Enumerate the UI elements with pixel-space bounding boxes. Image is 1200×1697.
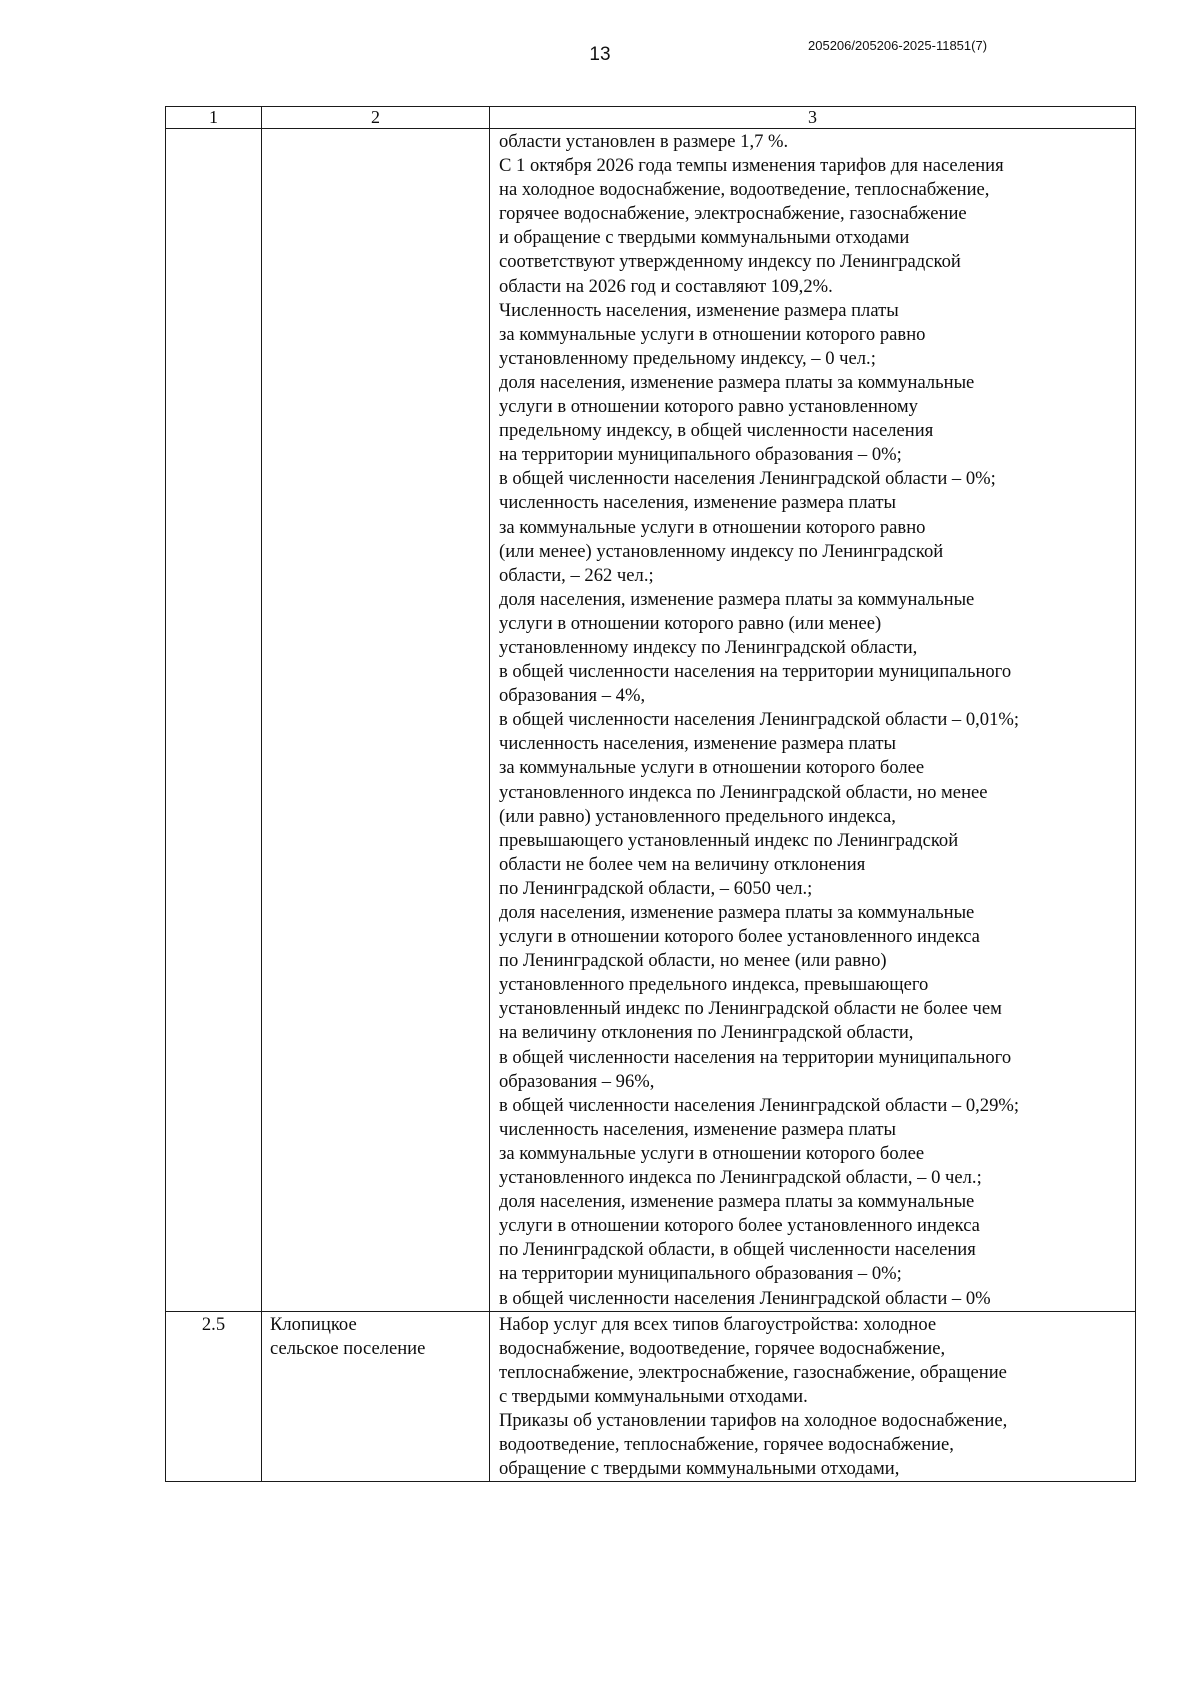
table-row-continuation [166, 129, 1136, 1312]
text-line: установленный индекс по Ленинградской области не более чем [499, 998, 1002, 1020]
text-line: в общей численности населения Ленинградской области – 0%; [499, 468, 996, 490]
text-line: С 1 октября 2026 года темпы изменения тарифов для населения [499, 155, 1004, 177]
document-id: 205206/205206-2025-11851(7) [808, 38, 988, 53]
text-line: установленного индекса по Ленинградской области, – 0 чел.; [499, 1167, 982, 1189]
text-line: в общей численности населения на территории муниципального [499, 661, 1012, 683]
text-line: на территории муниципального образования – 0%; [499, 444, 902, 466]
row-number-cell: 2.5 [166, 1311, 262, 1482]
text-line: области не более чем на величину отклонения [499, 853, 866, 875]
text-line: водоотведение, теплоснабжение, горячее водоснабжение, [499, 1434, 954, 1456]
table-header-row [166, 107, 1136, 129]
text-line: численность населения, изменение размера платы [499, 1118, 896, 1140]
text-line: на территории муниципального образования – 0%; [499, 1263, 902, 1285]
header-col-2: 2 [262, 107, 490, 129]
settlement-cell [262, 1311, 490, 1482]
header-col-1: 1 [166, 107, 262, 129]
text-line: доля населения, изменение размера платы за коммунальные [499, 371, 975, 393]
text-line: предельному индексу, в общей численности населения [499, 420, 934, 442]
text-line: водоснабжение, водоотведение, горячее водоснабжение, [499, 1337, 946, 1359]
text-line: (или равно) установленного предельного индекса, [499, 805, 896, 827]
text-line: услуги в отношении которого равно (или менее) [499, 612, 882, 634]
text-line: по Ленинградской области, в общей численности населения [499, 1239, 976, 1261]
text-line: на холодное водоснабжение, водоотведение, теплоснабжение, [499, 179, 990, 201]
text-line: Набор услуг для всех типов благоустройства: холодное [499, 1313, 937, 1335]
page-number: 13 [589, 44, 611, 65]
text-line: области установлен в размере 1,7 %. [499, 131, 789, 152]
text-line: установленного предельного индекса, превышающего [499, 974, 929, 996]
text-line: с твердыми коммунальными отходами. [499, 1385, 808, 1407]
text-line: по Ленинградской области, но менее (или равно) [499, 950, 887, 972]
text-line: в общей численности населения Ленинградской области – 0% [499, 1287, 991, 1309]
text-line: образования – 4%, [499, 685, 646, 707]
settlement-name-line: сельское поселение [270, 1337, 426, 1359]
text-line: установленному предельному индексу, – 0 чел.; [499, 347, 876, 369]
text-line: обращение с твердыми коммунальными отходами, [499, 1458, 900, 1480]
text-line: услуги в отношении которого равно установленному [499, 396, 918, 418]
text-line: Численность населения, изменение размера платы [499, 299, 899, 321]
text-line: за коммунальные услуги в отношении которого равно [499, 323, 926, 345]
text-line: численность населения, изменение размера платы [499, 492, 896, 514]
text-line: на величину отклонения по Ленинградской области, [499, 1022, 914, 1044]
text-line: в общей численности населения Ленинградской области – 0,29%; [499, 1094, 1020, 1116]
text-line: образования – 96%, [499, 1070, 655, 1092]
text-line: соответствуют утвержденному индексу по Ленинградской [499, 251, 961, 273]
text-line: превышающего установленный индекс по Ленинградской [499, 829, 959, 851]
text-line: доля населения, изменение размера платы за коммунальные [499, 902, 975, 923]
text-line: за коммунальные услуги в отношении которого более [499, 1142, 925, 1164]
text-line: по Ленинградской области, – 6050 чел.; [499, 877, 813, 899]
text-line: услуги в отношении которого более установленного индекса [499, 1215, 980, 1237]
table-row-2-5 [166, 1311, 1136, 1482]
text-line: доля населения, изменение размера платы за коммунальные [499, 588, 975, 610]
text-line: за коммунальные услуги в отношении которого более [499, 757, 925, 779]
description-cell [490, 1311, 1136, 1482]
text-line: в общей численности населения Ленинградской области – 0,01%; [499, 709, 1020, 731]
text-line: в общей численности населения на территории муниципального [499, 1046, 1012, 1068]
header-col-3: 3 [490, 107, 1136, 129]
text-line: установленному индексу по Ленинградской области, [499, 636, 918, 658]
text-line: услуги в отношении которого более установленного индекса [499, 926, 980, 948]
text-line: и обращение с твердыми коммунальными отходами [499, 227, 910, 249]
text-line: области, – 262 чел.; [499, 564, 654, 586]
settlement-cell [262, 129, 490, 1312]
text-line: установленного индекса по Ленинградской области, но менее [499, 781, 988, 803]
text-line: горячее водоснабжение, электроснабжение, газоснабжение [499, 203, 967, 225]
text-line: (или менее) установленному индексу по Ленинградской [499, 540, 944, 562]
text-line: доля населения, изменение размера платы за коммунальные [499, 1191, 975, 1213]
text-line: области на 2026 год и составляют 109,2%. [499, 275, 833, 297]
description-cell [490, 129, 1136, 1312]
row-number-cell [166, 129, 262, 1312]
text-line: за коммунальные услуги в отношении которого равно [499, 516, 926, 538]
tariff-table [165, 106, 1136, 1482]
text-line: Приказы об установлении тарифов на холодное водоснабжение, [499, 1409, 1008, 1431]
settlement-name-line: Клопицкое [270, 1313, 357, 1335]
text-line: теплоснабжение, электроснабжение, газоснабжение, обращение [499, 1361, 1007, 1383]
text-line: численность населения, изменение размера платы [499, 733, 896, 755]
